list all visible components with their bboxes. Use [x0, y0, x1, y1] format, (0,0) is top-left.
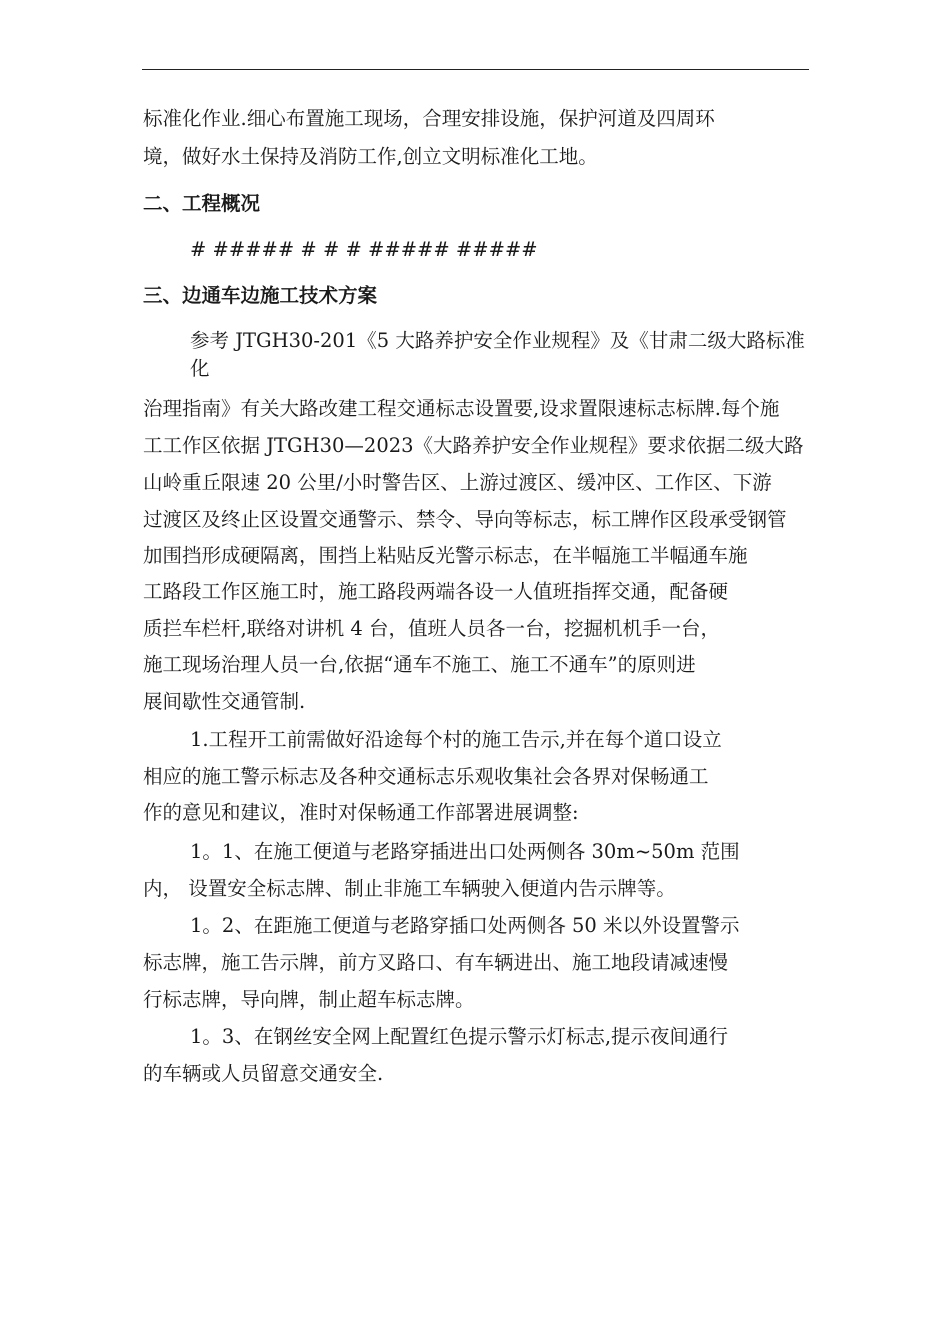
text-line: 化: [190, 357, 210, 380]
text-line: 工工作区依据 JTGH30—2023《大路养护安全作业规程》要求依据二级大路: [143, 434, 804, 457]
text-line: 1。1、在施工便道与老路穿插进出口处两侧各 30m~50m 范围: [190, 840, 740, 863]
text-line: 质拦车栏杆,联络对讲机 4 台，值班人员各一台，挖掘机机手一台，: [143, 617, 721, 640]
text-line: 山岭重丘限速 20 公里/小时警告区、上游过渡区、缓冲区、工作区、下游: [143, 471, 772, 494]
text-line: 行标志牌，导向牌，制止超车标志牌。: [143, 988, 475, 1011]
text-line: 作的意见和建议，准时对保畅通工作部署进展调整:: [143, 801, 579, 824]
text-line: 境，做好水土保持及消防工作,创立文明标准化工地。: [143, 145, 598, 168]
section-heading: 三、边通车边施工技术方案: [143, 284, 378, 307]
text-line: 施工现场治理人员一台,依据“通车不施工、施工不通车”的原则进: [143, 653, 696, 676]
text-line: 加围挡形成硬隔离，围挡上粘贴反光警示标志，在半幅施工半幅通车施: [143, 544, 748, 567]
text-line: 过渡区及终止区设置交通警示、禁令、导向等标志，标工牌作区段承受钢管: [143, 508, 787, 531]
text-line: 标志牌，施工告示牌，前方叉路口、有车辆进出、施工地段请减速慢: [143, 951, 729, 974]
text-line: 标准化作业.细心布置施工现场，合理安排设施，保护河道及四周环: [143, 107, 715, 130]
text-line: 治理指南》有关大路改建工程交通标志设置要,设求置限速标志标牌.每个施: [143, 397, 780, 420]
text-line: 1。2、在距施工便道与老路穿插口处两侧各 50 米以外设置警示: [190, 914, 740, 937]
text-line: 相应的施工警示标志及各种交通标志乐观收集社会各界对保畅通工: [143, 765, 709, 788]
text-line: 的车辆或人员留意交通安全.: [143, 1062, 384, 1085]
text-line: 参考 JTGH30-201《5 大路养护安全作业规程》及《甘肃二级大路标准: [190, 329, 805, 352]
section-heading: 二、工程概况: [143, 192, 261, 215]
text-line: 1.工程开工前需做好沿途每个村的施工告示,并在每个道口设立: [190, 728, 722, 751]
text-line: 工路段工作区施工时，施工路段两端各设一人值班指挥交通，配备硬: [143, 580, 729, 603]
text-line: 展间歇性交通管制.: [143, 690, 306, 713]
header-rule: [142, 69, 809, 70]
placeholder-text: # ##### # # # ##### #####: [190, 238, 538, 261]
text-line: 内， 设置安全标志牌、制止非施工车辆驶入便道内告示牌等。: [143, 877, 676, 900]
text-line: 1。3、在钢丝安全网上配置红色提示警示灯标志,提示夜间通行: [190, 1025, 729, 1048]
